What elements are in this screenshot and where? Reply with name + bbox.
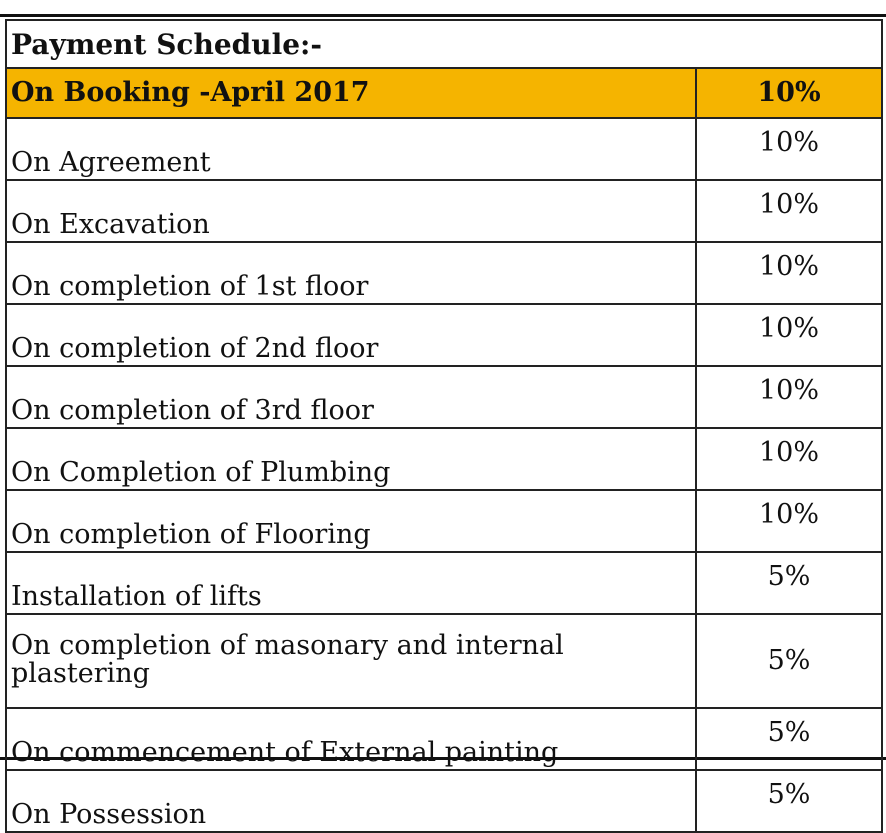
milestone-percent: 10% bbox=[696, 366, 882, 428]
table-row bbox=[6, 552, 882, 614]
table-row bbox=[6, 490, 882, 552]
milestone-label: On completion of masonary and internal plastering bbox=[6, 614, 696, 708]
table-row bbox=[6, 118, 882, 180]
milestone-label: Installation of lifts bbox=[6, 552, 696, 614]
milestone-percent: 5% bbox=[696, 770, 882, 832]
milestone-label: On completion of 3rd floor bbox=[6, 366, 696, 428]
milestone-percent: 5% bbox=[696, 614, 882, 708]
milestone-label: On completion of 2nd floor bbox=[6, 304, 696, 366]
table-title: Payment Schedule:- bbox=[6, 20, 882, 68]
table-row bbox=[6, 428, 882, 490]
milestone-label: On commencement of External painting bbox=[6, 708, 696, 770]
table-row bbox=[6, 770, 882, 832]
milestone-percent: 5% bbox=[696, 552, 882, 614]
milestone-percent: 10% bbox=[696, 242, 882, 304]
table-row bbox=[6, 708, 882, 770]
milestone-label: On Completion of Plumbing bbox=[6, 428, 696, 490]
table-row bbox=[6, 366, 882, 428]
table-row bbox=[6, 242, 882, 304]
table-title-row bbox=[6, 20, 882, 68]
table-row bbox=[6, 614, 882, 708]
milestone-label: On Excavation bbox=[6, 180, 696, 242]
milestone-label: On Agreement bbox=[6, 118, 696, 180]
booking-percent: 10% bbox=[696, 68, 882, 118]
table-row bbox=[6, 304, 882, 366]
table-row bbox=[6, 180, 882, 242]
milestone-percent: 5% bbox=[696, 708, 882, 770]
payment-schedule-table bbox=[5, 19, 883, 833]
milestone-percent: 10% bbox=[696, 180, 882, 242]
booking-label: On Booking -April 2017 bbox=[6, 68, 696, 118]
milestone-label: On Possession bbox=[6, 770, 696, 832]
milestone-percent: 10% bbox=[696, 490, 882, 552]
booking-row bbox=[6, 68, 882, 118]
milestone-label: On completion of Flooring bbox=[6, 490, 696, 552]
milestone-label: On completion of 1st floor bbox=[6, 242, 696, 304]
milestone-percent: 10% bbox=[696, 118, 882, 180]
milestone-percent: 10% bbox=[696, 304, 882, 366]
milestone-percent: 10% bbox=[696, 428, 882, 490]
